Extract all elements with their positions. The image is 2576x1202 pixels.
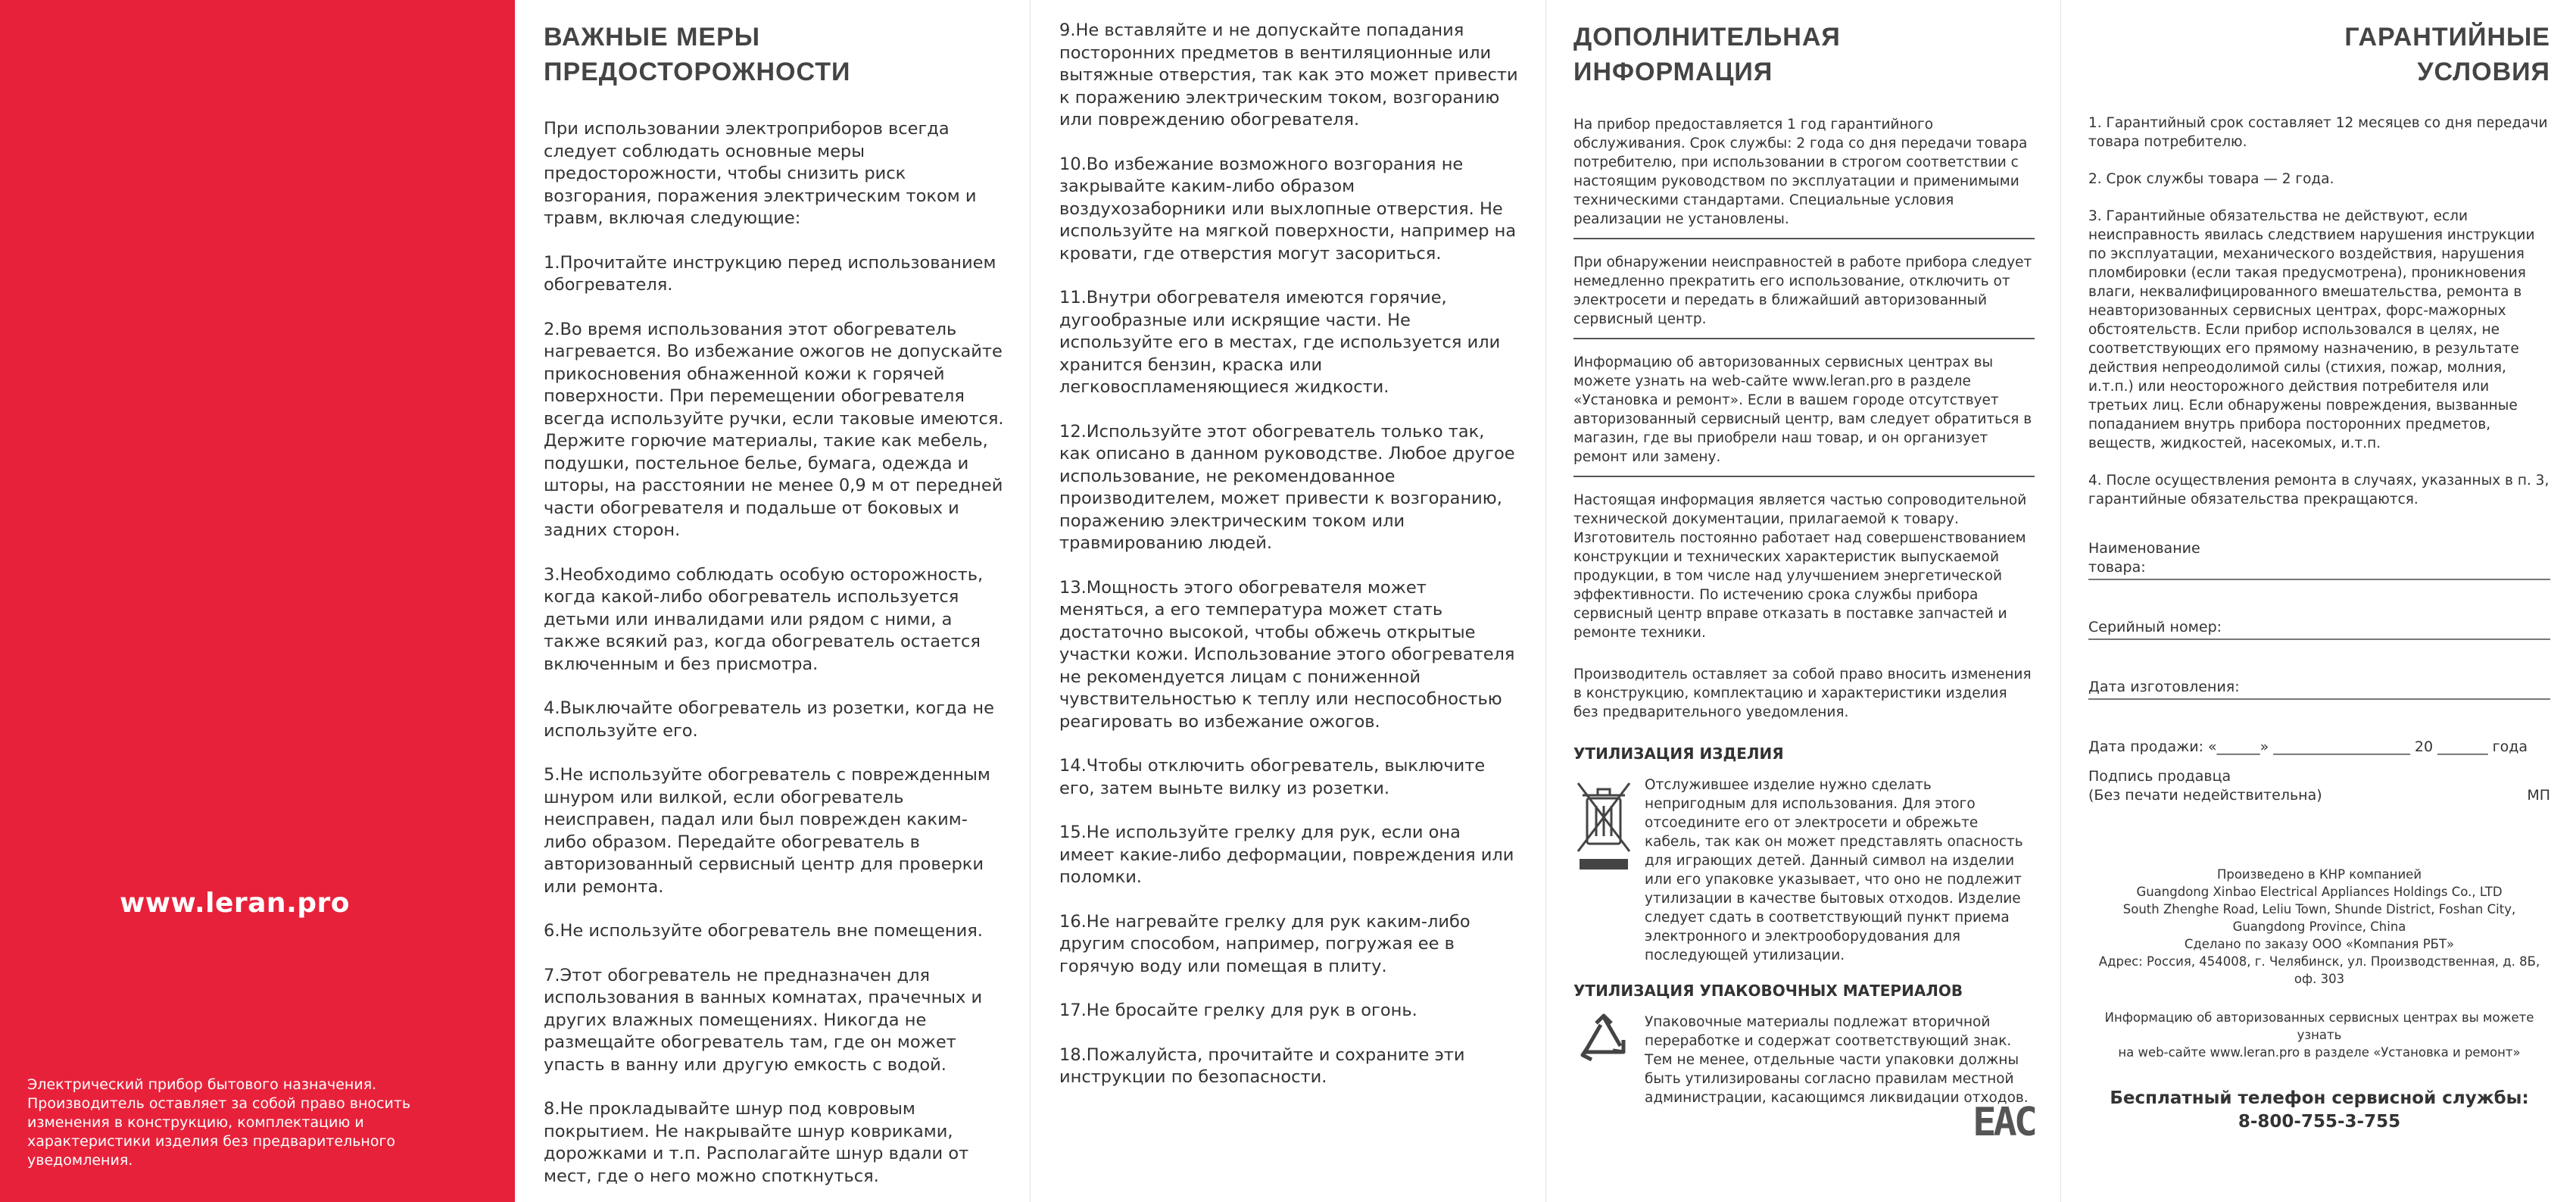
manufacture-date-label: Дата изготовления:: [2088, 679, 2240, 695]
disposal-title: УТИЛИЗАЦИЯ ИЗДЕЛИЯ: [1573, 745, 1784, 763]
disposal-section: [1573, 776, 2035, 965]
precaution-item: 12.Используйте этот обогреватель только так, как описано в данном руководстве. Любое другое использование, не рекомендованное производителем, может привести к возгоранию, поражению электрическим током или травмированию людей.: [1059, 421, 1515, 553]
precaution-item: 6.Не используйте обогреватель вне помещения.: [544, 921, 983, 941]
recycle-icon: [1573, 1013, 1634, 1086]
manufacture-date-field[interactable]: [2088, 678, 2550, 700]
precautions-intro: При использовании электроприборов всегда следует соблюдать основные меры предосторожности, чтобы снизить риск возгорания, поражения электрическим током и травм, включая следующие:: [544, 119, 977, 228]
product-name-label-2: товара:: [2088, 559, 2146, 576]
service-centers-note: Информацию об авторизованных сервисных центрах вы можете узнать на web-сайте www.leran.pro в разделе «Установка и ремонт». Если в вашем городе отсутствует авторизованный сервисный центр, вам следует обратиться в магазин, где вы приобрели наш товар, и он организует ремонт или замену.: [1573, 353, 2035, 477]
additional-title-line1: ДОПОЛНИТЕЛЬНАЯ: [1573, 23, 1841, 52]
warranty-title-line2: УСЛОВИЯ: [2417, 58, 2550, 86]
precaution-item: 5.Не используйте обогреватель с поврежденным шнуром или вилкой, если обогреватель неисправен, падал или был поврежден каким-либо образом. Передайте обогреватель в авторизованный сервисный центр для проверки или ремонта.: [544, 765, 990, 897]
additional-title: [1573, 20, 2035, 89]
precaution-item: 1.Прочитайте инструкцию перед использованием обогревателя.: [544, 252, 996, 295]
warranty-term-4: 4. После осуществления ремонта в случаях, указанных в п. 3, гарантийные обязательства прекращаются.: [2088, 473, 2549, 507]
precaution-item: 14.Чтобы отключить обогреватель, выключите его, затем выньте вилку из розетки.: [1059, 756, 1486, 798]
additional-text: [1573, 115, 2035, 1145]
eac-mark: EAC: [1973, 1100, 2035, 1145]
precaution-item: 9.Не вставляйте и не допускайте попадания посторонних предметов в вентиляционные или вытяжные отверстия, так как это может привести к поражению электрическим током, возгоранию или повреждению обогревателя.: [1059, 20, 1518, 130]
precaution-item: 11.Внутри обогревателя имеются горячие, дугообразные или искрящие части. Не используйте его в местах, где используется или хранится бензин, краска или легковоспламеняющиеся жидкости.: [1059, 288, 1501, 397]
precautions-text-continued: [1059, 20, 1520, 1089]
precaution-item: 8.Не прокладывайте шнур под ковровым покрытием. Не накрывайте шнур ковриками, дорожками и т.п. Располагайте шнур вдали от мест, где о него можно споткнуться.: [544, 1099, 969, 1186]
serial-number-label: Серийный номер:: [2088, 619, 2222, 635]
warranty-terms: [2088, 114, 2550, 1134]
manufacturer-info: Произведено в КНР компанией Guangdong Xinbao Electrical Appliances Holdings Co., LTD South Zhenghe Road, Leliu Town, Shunde District, Foshan City, Guangdong Province, China Сделано по заказу ООО «Компания РБТ» Адрес: Россия, 454008, г. Челябинск, ул. Производственная, д. 8Б, оф. 303: [2098, 867, 2540, 986]
precautions-title-line2: ПРЕДОСТОРОЖНОСТИ: [544, 58, 851, 86]
hotline-label: Бесплатный телефон сервисной службы:: [2110, 1088, 2529, 1108]
malfunction-note: При обнаружении неисправностей в работе прибора следует немедленно прекратить его использование, отключить от электросети и передать в ближайший авторизованный сервисный центр.: [1573, 253, 2035, 339]
documentation-note: Настоящая информация является частью сопроводительной технической документации, прилагаемой к товару. Изготовитель постоянно работает над совершенствованием конструкции и технических характеристик выпускаемой продукции, в том числе над улучшением энергетической эффективности. По истечению срока службы прибора сервисный центр вправе отказать в поставке запчастей и ремонте техники.: [1573, 492, 2027, 641]
no-stamp-note: (Без печати недействительна): [2088, 787, 2322, 804]
precautions-title-line1: ВАЖНЫЕ МЕРЫ: [544, 23, 761, 52]
precautions-column: [515, 0, 1031, 1202]
hotline-number[interactable]: 8-800-755-3-755: [2238, 1112, 2401, 1132]
seller-signature-field[interactable]: [2088, 786, 2550, 805]
sale-date-field[interactable]: Дата продажи: «______» ___________________ 20 _______ года: [2088, 738, 2528, 755]
additional-title-line2: ИНФОРМАЦИЯ: [1573, 58, 1773, 86]
precautions-title: [544, 20, 1004, 89]
precaution-item: 2.Во время использования этот обогреватель нагревается. Во избежание ожогов не допускайте прикосновения обнаженной кожи к горячей поверхности. При перемещении обогревателя всегда используйте ручки, если таковые имеются. Держите горючие материалы, такие как мебель, подушки, постельное белье, бумага, одежда и шторы, на расстоянии не менее 0,9 м от передней части обогревателя и подальше от боковых и задних сторон.: [544, 319, 1004, 540]
packaging-title: УТИЛИЗАЦИЯ УПАКОВОЧНЫХ МАТЕРИАЛОВ: [1573, 982, 1963, 1000]
changes-note: Производитель оставляет за собой право вносить изменения в конструкцию, комплектацию и характеристики изделия без предварительного уведомления.: [1573, 667, 2032, 720]
precaution-item: 4.Выключайте обогреватель из розетки, когда не используйте его.: [544, 698, 994, 741]
precaution-item: 16.Не нагревайте грелку для рук каким-либо другим способом, например, погружая ее в горячую воду или помещая в плиту.: [1059, 911, 1470, 976]
serial-number-field[interactable]: [2088, 618, 2550, 640]
precaution-item: 10.Во избежание возможного возгорания не закрывайте каким-либо образом воздухозаборники или выхлопные отверстия. Не используйте на мягкой поверхности, например на кровати, где отверстия могут засориться.: [1059, 154, 1517, 264]
disposal-text: Отслужившее изделие нужно сделать непригодным для использования. Для этого отсоедините его от электросети и обрежьте кабель, так как он может представлять опасность для играющих детей. Данный символ на изделии или его упаковке указывает, что оно не подлежит утилизации в качестве бытовых отходов. Изделие следует сдать в соответствующий пункт приема электронного и электрооборудования для последующей утилизации.: [1645, 777, 2023, 963]
crossed-bin-icon: [1573, 776, 1634, 879]
stamp-place: МП: [2527, 787, 2550, 804]
warranty-service-note: На прибор предоставляется 1 год гарантийного обслуживания. Срок службы: 2 года со дня передачи товара потребителю, при использовании в строгом соответствии с настоящим руководством по эксплуатации и применимыми техническими стандартами. Специальные условия реализации не установлены.: [1573, 115, 2035, 239]
packaging-section: [1573, 1013, 2035, 1107]
additional-info-column: [1546, 0, 2061, 1202]
warranty-column: [2061, 0, 2576, 1202]
website-url[interactable]: www.leran.pro: [119, 888, 350, 919]
precaution-item: 15.Не используйте грелку для рук, если она имеет какие-либо деформации, повреждения или поломки.: [1059, 823, 1514, 887]
precaution-item: 13.Мощность этого обогревателя может меняться, а его температура может стать достаточно высокой, чтобы обжечь открытые участки кожи. Использование этого обогревателя не рекомендуется лицам с пониженной чувствительностью к теплу или неспособностью реагировать во избежание ожогов.: [1059, 577, 1515, 732]
packaging-text: Упаковочные материалы подлежат вторичной переработке и содержат соответствующий знак. Тем не менее, отдельные части упаковки должны быть утилизированы согласно правилам местной администрации, касающимся ликвидации отходов.: [1645, 1014, 2029, 1106]
red-disclaimer: Электрический прибор бытового назначения. Производитель оставляет за собой право вносить изменения в конструкцию, комплектацию и характеристики изделия без предварительного уведомления.: [27, 1076, 411, 1169]
seller-signature-label: Подпись продавца: [2088, 768, 2231, 785]
precaution-item: 17.Не бросайте грелку для рук в огонь.: [1059, 1001, 1417, 1020]
precautions-continued-column: [1031, 0, 1546, 1202]
warranty-term-1: 1. Гарантийный срок составляет 12 месяцев со дня передачи товара потребителю.: [2088, 115, 2548, 150]
warranty-term-3: 3. Гарантийные обязательства не действуют, если неисправность явилась следствием нарушения инструкции по эксплуатации, механического воздействия, нарушения пломбировки (если такая предусмотрена), проникновения влаги, неквалифицированного вмешательства, ремонта в неавторизованных сервисных центрах, форс-мажорных обстоятельств. Если прибор использовался в целях, не соответствующих его прямому назначению, в результате действия непреодолимой силы (стихия, пожар, молния, и.т.п.) или неосторожного действия потребителя или третьих лиц. Если обнаружены повреждения, вызванные попаданием внутрь прибора посторонних предметов, веществ, жидкостей, насекомых, и.т.п.: [2088, 208, 2535, 451]
service-info: Информацию об авторизованных сервисных центрах вы можете узнать на web-сайте www.leran.pro в разделе «Установка и ремонт»: [2104, 1010, 2534, 1060]
precaution-item: 7.Этот обогреватель не предназначен для использования в ванных комнатах, прачечных и других влажных помещениях. Никогда не размещайте обогреватель там, где он может упасть в ванну или другую емкость с водой.: [544, 965, 983, 1075]
warranty-term-2: 2. Срок службы товара — 2 года.: [2088, 171, 2334, 187]
hotline: [2088, 1087, 2550, 1134]
product-name-label-1: Наименование: [2088, 540, 2200, 557]
product-name-field[interactable]: [2088, 539, 2550, 580]
warranty-title: [2088, 20, 2550, 89]
precaution-item: 18.Пожалуйста, прочитайте и сохраните эти инструкции по безопасности.: [1059, 1044, 1465, 1087]
precaution-item: 3.Необходимо соблюдать особую осторожность, когда какой-либо обогреватель используется детьми или инвалидами или рядом с ними, а также всякий раз, когда обогреватель остается включенным и без присмотра.: [544, 564, 984, 674]
warranty-title-line1: ГАРАНТИЙНЫЕ: [2344, 23, 2550, 52]
precautions-text: [544, 118, 1004, 1188]
brand-panel: [0, 0, 515, 1202]
